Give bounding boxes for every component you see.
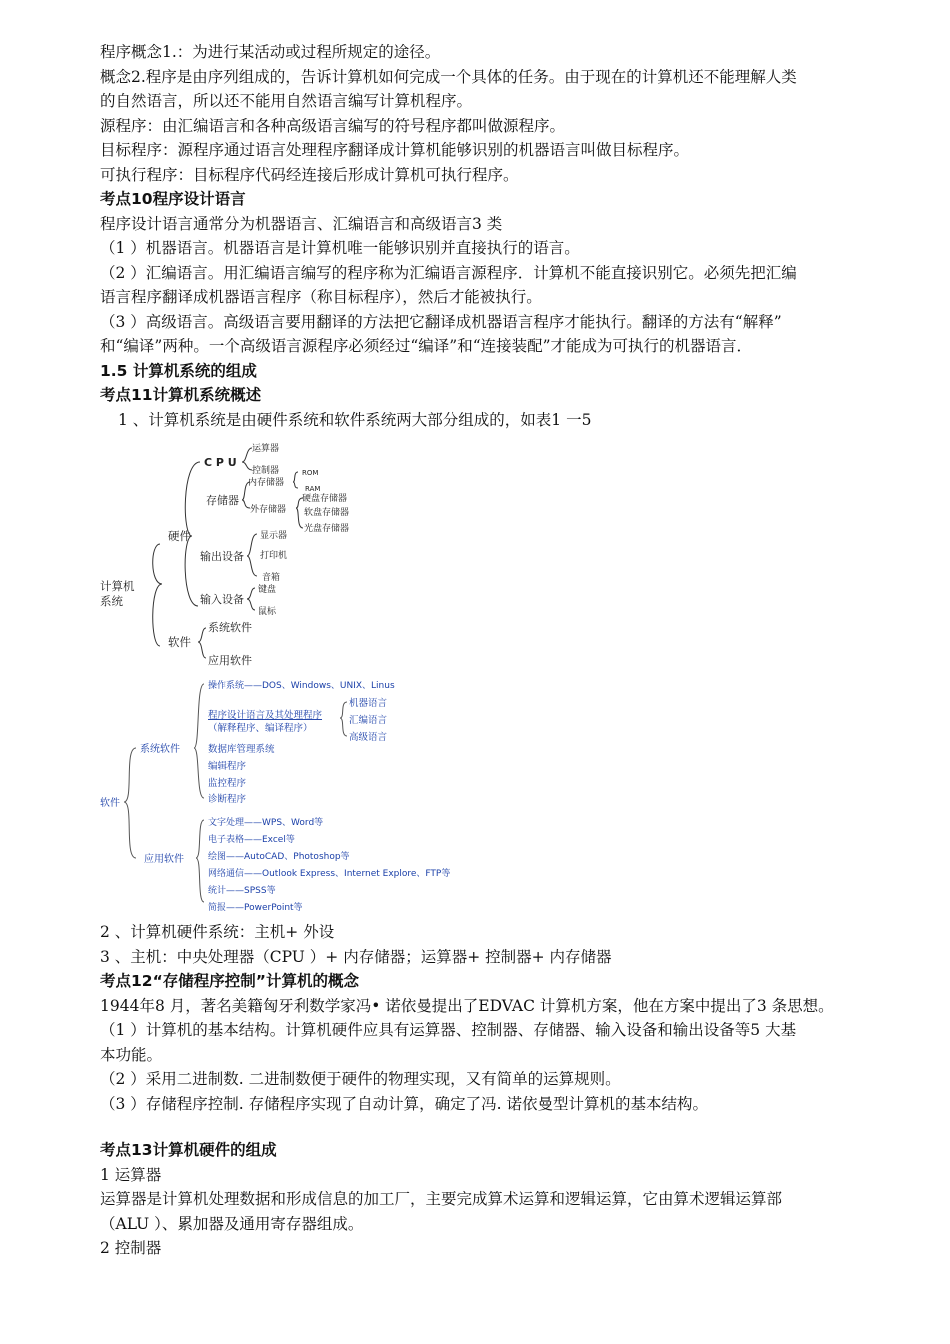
software-label: 软件: [168, 635, 191, 649]
paragraph-line: 可执行程序：目标程序代码经连接后形成计算机可执行程序。: [100, 165, 519, 184]
paragraph-line: （3 ）存储程序控制. 存储程序实现了自动计算，确定了冯. 诺依曼型计算机的基本结构。: [100, 1094, 708, 1113]
section-heading: 1.5 计算机系统的组成: [100, 361, 257, 380]
paragraph-line: 的自然语言，所以还不能用自然语言编写计算机程序。: [100, 92, 473, 110]
editor-item: 编辑程序: [208, 761, 247, 772]
monitor-item: 监控程序: [208, 778, 247, 789]
assembly-language-item: 汇编语言: [349, 715, 388, 726]
paragraph-line: 目标程序：源程序通过语言处理程序翻译成计算机能够识别的机器语言叫做目标程序。: [100, 141, 690, 159]
network-item: 网络通信——Outlook Express、Internet Explore、FTP等: [208, 869, 451, 879]
optical-label: 光盘存储器: [304, 524, 350, 534]
paragraph-line: 运算器是计算机处理数据和形成信息的加工厂，主要完成算术运算和逻辑运算，它由算术逻辑运算部: [100, 1190, 783, 1208]
hdd-label: 硬盘存储器: [302, 494, 348, 504]
paragraph-line: （2 ）采用二进制数. 二进制数便于硬件的物理实现，又有简单的运算规则。: [100, 1070, 621, 1088]
presentation-item: 简报——PowerPoint等: [208, 903, 303, 913]
application-software-label: 应用软件: [208, 654, 252, 667]
mouse-label: 鼠标: [258, 607, 277, 617]
paragraph-line: 1 运算器: [100, 1165, 162, 1184]
section-heading: 考点11计算机系统概述: [100, 386, 262, 404]
paragraph-line: 2 控制器: [100, 1239, 162, 1257]
paragraph-line: （1 ）计算机的基本结构。计算机硬件应具有运算器、控制器、存储器、输入设备和输出设备等5 大基: [100, 1021, 797, 1039]
paragraph-line: 语言程序翻译成机器语言程序（称目标程序），然后才能被执行。: [100, 288, 542, 306]
paragraph-line: （1 ）机器语言。机器语言是计算机唯一能够识别并直接执行的语言。: [100, 239, 580, 257]
hardware-label: 硬件: [168, 529, 191, 543]
paragraph-line: 3 、主机：中央处理器（CPU ）+ 内存储器；运算器+ 控制器+ 内存储器: [100, 947, 612, 966]
computer-system-tree-diagram: [100, 432, 870, 680]
section-heading: 考点10程序设计语言: [100, 190, 246, 208]
document-page: [100, 40, 870, 1261]
keyboard-label: 键盘: [258, 585, 277, 595]
application-software-label: 应用软件: [144, 854, 184, 865]
paragraph-line: 1 、计算机系统是由硬件系统和软件系统两大部分组成的，如表1 一5: [118, 410, 592, 429]
controller-label: 控制器: [252, 466, 280, 476]
internal-memory-label: 内存储器: [248, 478, 285, 488]
word-processing-item: 文字处理——WPS、Word等: [208, 818, 324, 828]
dbms-item: 数据库管理系统: [208, 744, 275, 755]
alu-label: 运算器: [252, 444, 280, 454]
printer-label: 打印机: [260, 551, 288, 561]
drawing-item: 绘图——AutoCAD、Photoshop等: [208, 852, 350, 862]
root-label: 系统: [100, 594, 123, 608]
rom-label: ROM: [302, 469, 319, 477]
paragraph-line: （3 ）高级语言。高级语言要用翻译的方法把它翻译成机器语言程序才能执行。翻译的方法有“解释”: [100, 312, 782, 331]
section-heading: 考点13计算机硬件的组成: [100, 1141, 277, 1159]
os-item: 操作系统——DOS、Windows、UNIX、Linus: [208, 681, 395, 691]
section-heading: 考点12“存储程序控制”计算机的概念: [100, 972, 359, 990]
paragraph-line: 和“编译”两种。一个高级语言源程序必须经过“编译”和“连接装配”才能成为可执行的机器语言．: [100, 337, 753, 355]
paragraph-line: 本功能。: [100, 1045, 163, 1064]
display-label: 显示器: [260, 531, 288, 541]
paragraph-line: 程序设计语言通常分为机器语言、汇编语言和高级语言3 类: [100, 214, 503, 233]
statistics-item: 统计——SPSS等: [208, 886, 276, 896]
speaker-label: 音箱: [262, 573, 281, 583]
cpu-label: C P U: [204, 456, 237, 469]
programming-language-item: 程序设计语言及其处理程序: [208, 710, 323, 721]
root-label: 计算机: [100, 579, 135, 593]
ram-label: RAM: [305, 485, 321, 493]
paragraph-line: （ALU ）、累加器及通用寄存器组成。: [100, 1214, 364, 1233]
spreadsheet-item: 电子表格——Excel等: [208, 835, 295, 845]
paragraph-line: 1944年8 月，著名美籍匈牙利数学家冯• 诺依曼提出了EDVAC 计算机方案，他在方案中提出了3 条思想。: [100, 996, 834, 1015]
programming-language-item: （解释程序、编译程序）: [208, 723, 313, 734]
diagnostic-item: 诊断程序: [208, 794, 247, 805]
paragraph-line: 程序概念1.：为进行某活动或过程所规定的途径。: [100, 43, 441, 61]
paragraph-line: 源程序：由汇编语言和各种高级语言编写的符号程序都叫做源程序。: [100, 116, 566, 135]
input-devices-label: 输入设备: [200, 593, 244, 606]
output-devices-label: 输出设备: [200, 550, 244, 563]
machine-language-item: 机器语言: [349, 698, 388, 709]
software-tree-diagram: [100, 680, 870, 920]
floppy-label: 软盘存储器: [304, 508, 350, 518]
storage-label: 存储器: [206, 494, 239, 507]
system-software-label: 系统软件: [208, 621, 252, 634]
high-level-language-item: 高级语言: [349, 732, 388, 743]
system-software-label: 系统软件: [140, 744, 180, 755]
paragraph-line: 2 、计算机硬件系统：主机+ 外设: [100, 923, 335, 941]
software-root-label: 软件: [100, 798, 120, 809]
external-memory-label: 外存储器: [250, 505, 287, 515]
paragraph-line: （2 ）汇编语言。用汇编语言编写的程序称为汇编语言源程序．计算机不能直接识别它。必须先把汇编: [100, 263, 797, 282]
paragraph-line: 概念2.程序是由序列组成的，告诉计算机如何完成一个具体的任务。由于现在的计算机还不能理解人类: [100, 67, 797, 86]
